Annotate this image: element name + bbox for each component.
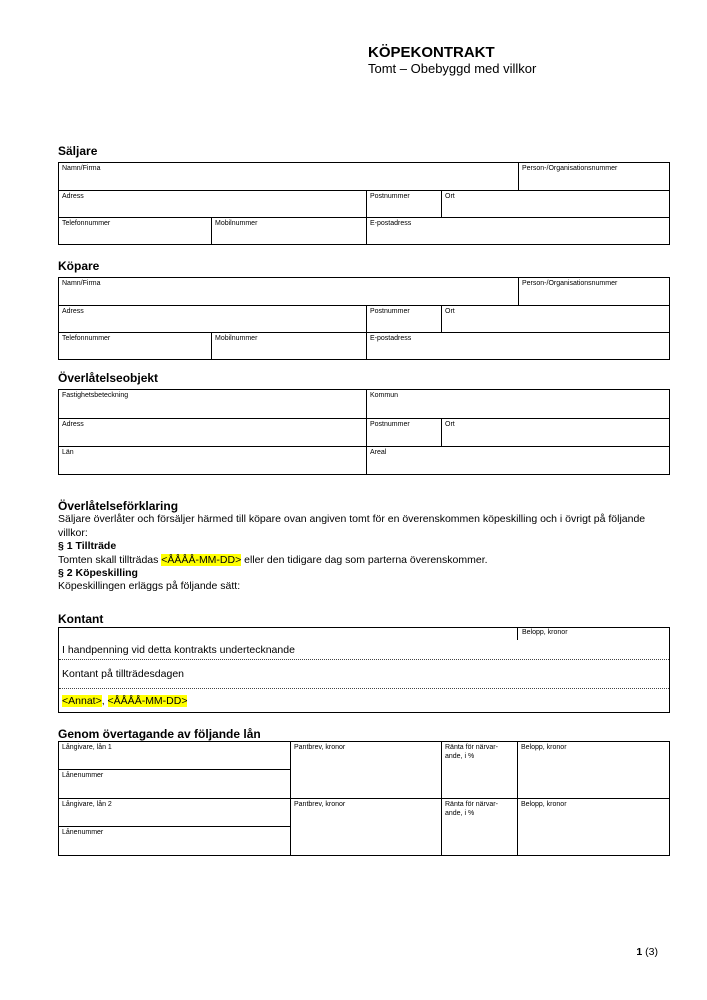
deposit-amount-field[interactable] — [295, 640, 666, 659]
field-label: Mobilnummer — [215, 220, 258, 227]
loan1-mortgage-field[interactable] — [290, 742, 441, 798]
closing-cash-text: Kontant på tillträdesdagen — [62, 668, 185, 680]
object-municipality-field[interactable] — [366, 390, 669, 418]
buyer-phone-field[interactable] — [59, 333, 211, 359]
document-title: KÖPEKONTRAKT — [368, 44, 495, 61]
buyer-address-field[interactable] — [59, 306, 366, 332]
table-row — [59, 217, 669, 244]
closing-cash-amount-field[interactable] — [184, 660, 666, 688]
loan1-amount-field[interactable] — [517, 742, 669, 798]
section1-text-post: eller den tidigare dag som parterna överenskommer. — [241, 553, 488, 566]
field-label: Areal — [370, 449, 387, 456]
field-label: ande, i % — [445, 752, 475, 760]
other-separator: , — [101, 694, 108, 707]
field-label: Person-/Organisationsnummer — [522, 165, 618, 172]
loan1-interest-field[interactable] — [441, 742, 517, 798]
seller-email-field[interactable] — [366, 218, 669, 244]
loan2-interest-field[interactable] — [441, 799, 517, 855]
seller-address-field[interactable] — [59, 191, 366, 217]
field-label: E-postadress — [370, 335, 412, 342]
declaration-intro: Säljare överlåter och försäljer härmed till köpare ovan angiven tomt för en överenskommen köpeskilling och i övrigt på följande villkor: — [58, 513, 646, 539]
loan2-number-field[interactable] — [59, 827, 290, 855]
loan2-mortgage-field[interactable] — [290, 799, 441, 855]
field-label: ande, i % — [445, 809, 475, 817]
field-label: Postnummer — [370, 193, 410, 200]
field-label: Ort — [445, 421, 455, 428]
field-label: E-postadress — [370, 220, 412, 227]
field-label: Namn/Firma — [62, 165, 101, 172]
buyer-email-field[interactable] — [366, 333, 669, 359]
field-label: Belopp, kronor — [521, 744, 567, 751]
loans-table — [58, 741, 670, 856]
buyer-table — [58, 277, 670, 360]
object-designation-field[interactable] — [59, 390, 366, 418]
page-number-total: (3) — [645, 946, 658, 958]
field-label: Län — [62, 449, 74, 456]
seller-mobile-field[interactable] — [211, 218, 366, 244]
field-label: Adress — [62, 193, 84, 200]
field-label: Person-/Organisationsnummer — [522, 280, 618, 287]
seller-table — [58, 162, 670, 245]
seller-name-field[interactable] — [59, 163, 518, 190]
date-placeholder-highlight: <ÅÅÅÅ-MM-DD> — [161, 553, 242, 566]
amount-column-header — [517, 628, 669, 640]
table-row — [59, 332, 669, 359]
loan1-lender-field[interactable] — [59, 742, 290, 770]
field-label: Ränta för närvar- — [445, 744, 498, 751]
section1-text — [58, 554, 670, 567]
table-row — [59, 446, 669, 474]
buyer-section-heading: Köpare — [58, 259, 100, 273]
object-city-field[interactable] — [441, 419, 669, 446]
loan2-amount-field[interactable] — [517, 799, 669, 855]
loan1-block — [59, 742, 669, 799]
field-label: Namn/Firma — [62, 280, 101, 287]
seller-orgnum-field[interactable] — [518, 163, 669, 190]
buyer-postal-field[interactable] — [366, 306, 441, 332]
field-label: Ort — [445, 193, 455, 200]
seller-city-field[interactable] — [441, 191, 669, 217]
table-row — [59, 190, 669, 217]
field-label: Kommun — [370, 392, 399, 399]
other-row — [59, 689, 669, 712]
section2-text: Köpeskillingen erläggs på följande sätt: — [58, 580, 241, 593]
table-row — [59, 163, 669, 190]
field-label: Lånenummer — [62, 772, 104, 779]
buyer-name-field[interactable] — [59, 278, 518, 305]
field-label: Lånenummer — [62, 829, 104, 836]
declaration-heading: Överlåtelseförklaring — [58, 499, 179, 513]
object-section-heading: Överlåtelseobjekt — [58, 371, 159, 385]
table-row — [59, 628, 669, 640]
object-address-field[interactable] — [59, 419, 366, 446]
other-date-placeholder-highlight: <ÅÅÅÅ-MM-DD> — [107, 694, 188, 707]
cash-table — [58, 627, 670, 713]
field-label: Pantbrev, kronor — [294, 744, 346, 751]
object-county-field[interactable] — [59, 447, 366, 474]
deposit-text: I handpenning vid detta kontrakts undertecknande — [62, 643, 295, 656]
page-number-current: 1 — [636, 946, 643, 958]
field-label: Adress — [62, 308, 84, 315]
field-label: Telefonnummer — [62, 335, 111, 342]
loans-section-heading: Genom övertagande av följande lån — [58, 727, 261, 741]
loan2-lender-field[interactable] — [59, 799, 290, 827]
field-label: Långivare, lån 1 — [62, 744, 112, 751]
buyer-mobile-field[interactable] — [211, 333, 366, 359]
table-row — [59, 305, 669, 332]
transfer-object-table — [58, 389, 670, 475]
field-label: Pantbrev, kronor — [294, 801, 346, 808]
field-label: Långivare, lån 2 — [62, 801, 112, 808]
buyer-orgnum-field[interactable] — [518, 278, 669, 305]
other-placeholder-highlight: <Annat> — [62, 694, 102, 707]
field-label: Mobilnummer — [215, 335, 258, 342]
field-label: Fastighetsbeteckning — [62, 392, 129, 399]
object-area-field[interactable] — [366, 447, 669, 474]
table-row — [59, 418, 669, 446]
cash-section-heading: Kontant — [58, 612, 104, 626]
object-postal-field[interactable] — [366, 419, 441, 446]
field-label: Ränta för närvar- — [445, 801, 498, 808]
other-text — [62, 695, 187, 707]
field-label: Telefonnummer — [62, 220, 111, 227]
closing-cash-row — [59, 660, 669, 689]
field-label: Postnummer — [370, 421, 410, 428]
field-label: Belopp, kronor — [522, 629, 568, 636]
section2-heading: § 2 Köpeskilling — [58, 567, 138, 580]
table-row — [59, 278, 669, 305]
buyer-city-field[interactable] — [441, 306, 669, 332]
seller-section-heading: Säljare — [58, 144, 98, 158]
declaration-section — [58, 500, 670, 594]
seller-postal-field[interactable] — [366, 191, 441, 217]
seller-phone-field[interactable] — [59, 218, 211, 244]
page-number — [58, 946, 658, 958]
table-row — [59, 390, 669, 418]
loan1-number-field[interactable] — [59, 770, 290, 798]
section1-heading: § 1 Tillträde — [58, 540, 117, 553]
field-label: Adress — [62, 421, 84, 428]
deposit-row — [59, 640, 669, 660]
field-label: Ort — [445, 308, 455, 315]
other-amount-field[interactable] — [187, 689, 666, 712]
field-label: Belopp, kronor — [521, 801, 567, 808]
loan2-block — [59, 799, 669, 855]
field-label: Postnummer — [370, 308, 410, 315]
section1-text-pre: Tomten skall tillträdas — [58, 553, 162, 566]
document-subtitle: Tomt – Obebyggd med villkor — [368, 61, 537, 76]
